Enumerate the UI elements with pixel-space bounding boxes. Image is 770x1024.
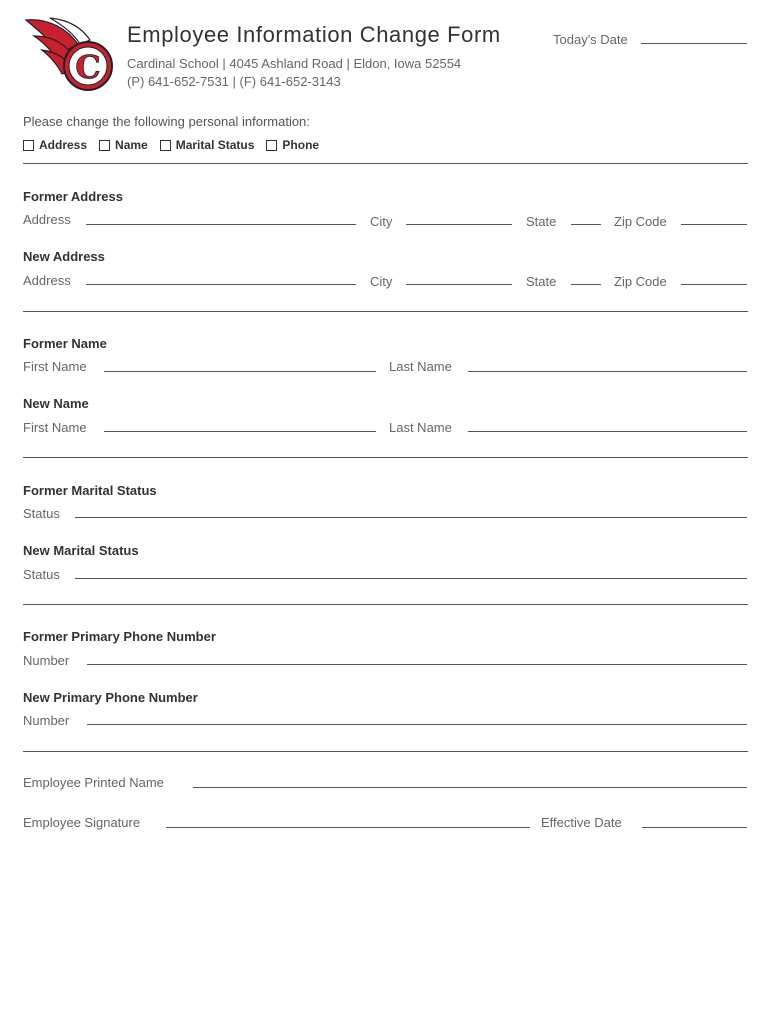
new-city-label: City [370, 274, 393, 289]
new-phone-heading: New Primary Phone Number [23, 690, 198, 705]
new-city-field[interactable] [406, 284, 512, 285]
former-zip-field[interactable] [681, 224, 747, 225]
new-last-name-label: Last Name [389, 420, 452, 435]
logo-letter: C [75, 48, 101, 86]
new-state-field[interactable] [571, 284, 601, 285]
new-first-name-label: First Name [23, 420, 87, 435]
new-zip-label: Zip Code [614, 274, 667, 289]
printed-name-field[interactable] [193, 787, 747, 788]
section-divider [23, 604, 748, 605]
new-state-label: State [526, 274, 557, 289]
new-number-label: Number [23, 713, 70, 728]
section-divider [23, 163, 748, 164]
former-address-label: Address [23, 212, 71, 227]
school-logo [20, 14, 120, 94]
former-number-field[interactable] [87, 664, 747, 665]
former-name-heading: Former Name [23, 336, 107, 351]
former-zip-label: Zip Code [614, 214, 667, 229]
checkbox-icon[interactable] [266, 140, 277, 151]
former-first-name-field[interactable] [104, 371, 376, 372]
former-city-label: City [370, 214, 393, 229]
new-first-name-field[interactable] [104, 431, 376, 432]
former-last-name-label: Last Name [389, 359, 452, 374]
checkbox-icon[interactable] [160, 140, 171, 151]
new-address-heading: New Address [23, 249, 105, 264]
section-divider [23, 311, 748, 312]
former-state-label: State [526, 214, 557, 229]
new-address-field[interactable] [86, 284, 356, 285]
former-status-label: Status [23, 506, 60, 521]
checkbox-icon[interactable] [23, 140, 34, 151]
new-marital-status-heading: New Marital Status [23, 543, 139, 558]
former-marital-status-heading: Former Marital Status [23, 483, 157, 498]
intro-text: Please change the following personal information: [23, 114, 310, 129]
printed-name-label: Employee Printed Name [23, 775, 164, 790]
former-first-name-label: First Name [23, 359, 87, 374]
former-address-field[interactable] [86, 224, 356, 225]
signature-field[interactable] [166, 827, 530, 828]
effective-date-field[interactable] [642, 827, 747, 828]
new-status-label: Status [23, 567, 60, 582]
checkbox-icon[interactable] [99, 140, 110, 151]
former-status-field[interactable] [75, 517, 747, 518]
new-number-field[interactable] [87, 724, 747, 725]
former-address-heading: Former Address [23, 189, 123, 204]
section-divider [23, 751, 748, 752]
new-zip-field[interactable] [681, 284, 747, 285]
form-title: Employee Information Change Form [127, 22, 501, 47]
former-state-field[interactable] [571, 224, 601, 225]
effective-date-label: Effective Date [541, 815, 622, 830]
checkbox-marital-status[interactable]: Marital Status [160, 138, 255, 152]
new-last-name-field[interactable] [468, 431, 747, 432]
school-contact [127, 55, 461, 91]
former-last-name-field[interactable] [468, 371, 747, 372]
school-phone: (P) 641-652-7531 | (F) 641-652-3143 [127, 74, 341, 89]
new-name-heading: New Name [23, 396, 89, 411]
new-address-label: Address [23, 273, 71, 288]
checkbox-name[interactable]: Name [99, 138, 148, 152]
school-address: Cardinal School | 4045 Ashland Road | Eldon, Iowa 52554 [127, 56, 462, 71]
todays-date-field[interactable] [641, 43, 747, 44]
section-divider [23, 457, 748, 458]
former-city-field[interactable] [406, 224, 512, 225]
checkbox-address[interactable]: Address [23, 138, 87, 152]
signature-label: Employee Signature [23, 815, 141, 830]
new-status-field[interactable] [75, 578, 747, 579]
checkbox-phone[interactable]: Phone [266, 138, 319, 152]
former-phone-heading: Former Primary Phone Number [23, 629, 216, 644]
former-number-label: Number [23, 653, 70, 668]
change-options [23, 138, 319, 152]
todays-date-label: Today's Date [553, 32, 628, 47]
